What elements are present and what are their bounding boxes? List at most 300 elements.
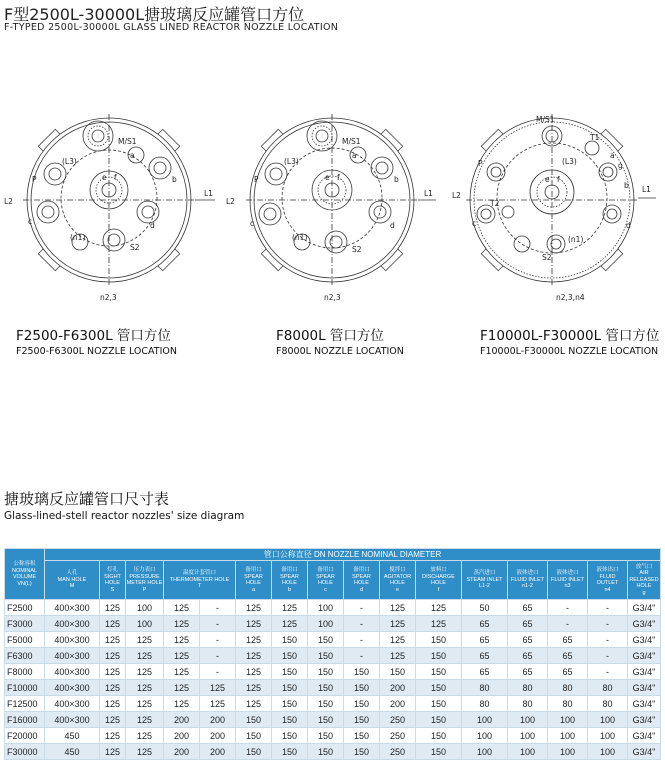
table-cell: 125 (164, 664, 200, 680)
table-cell: 125 (416, 616, 462, 632)
col-header (588, 561, 628, 600)
table-cell: 100 (588, 728, 628, 744)
nozzle-diagram-f10000 (442, 100, 662, 310)
label-l1: L1 (424, 189, 433, 198)
table-cell: 80 (588, 696, 628, 712)
label-f: f (114, 173, 117, 182)
label-n1: (n1) (568, 235, 584, 244)
table-cell: 150 (272, 680, 308, 696)
table-cell: F2500 (5, 600, 45, 616)
col-header-code: n3 (564, 583, 571, 590)
table-cell: 65 (548, 664, 588, 680)
label-t2: T2 (490, 199, 500, 208)
col-header-en: NOMINAL VOLUME (11, 567, 38, 580)
label-c: c (250, 219, 255, 228)
table-cell: 100 (548, 744, 588, 760)
col-header (236, 561, 272, 600)
label-n2: n2,3 (324, 293, 341, 302)
table-cell: 150 (416, 632, 462, 648)
col-header-cn: 人孔 (66, 570, 78, 577)
table-cell: 125 (100, 664, 126, 680)
col-header-cn: 液体出口 (596, 567, 619, 573)
col-header-cn: 液体进口 (556, 570, 579, 577)
table-cell: 150 (380, 664, 416, 680)
label-d: d (150, 221, 155, 230)
table-cell: 100 (588, 712, 628, 728)
table-cell: F3000 (5, 616, 45, 632)
table-cell: 125 (100, 632, 126, 648)
col-header-cn: 压力表口 (133, 567, 156, 573)
col-header (628, 561, 661, 600)
table-cell: F30000 (5, 744, 45, 760)
col-header-cn: 蒸汽进口 (473, 570, 496, 577)
table-cell: 150 (416, 728, 462, 744)
table-cell: 450 (45, 744, 100, 760)
table-cell: 65 (462, 632, 508, 648)
table-cell: 125 (100, 728, 126, 744)
col-header-cn: 搅拌口 (389, 567, 406, 573)
col-header-en: SPEAR HOLE (280, 573, 299, 586)
col-header-cn: 液体进口 (516, 570, 539, 577)
table-cell: 125 (126, 712, 164, 728)
col-header (100, 561, 126, 600)
table-cell: 100 (126, 600, 164, 616)
table-cell: - (200, 616, 236, 632)
table-cell: G3/4" (628, 744, 661, 760)
label-c: c (28, 217, 33, 226)
col-header-cn: 公称容积 (13, 561, 36, 567)
label-n1: (n1) (292, 233, 308, 242)
table-cell: 150 (416, 648, 462, 664)
table-cell: 80 (462, 680, 508, 696)
label-b: b (394, 175, 399, 184)
label-n2: n2,3,n4 (556, 293, 585, 302)
table-cell: 80 (548, 680, 588, 696)
table-cell: 400×300 (45, 680, 100, 696)
col-header-en: STEAM INLET (466, 576, 503, 583)
table-row (5, 648, 661, 664)
table-cell: 100 (548, 728, 588, 744)
label-l3: (L3) (284, 157, 299, 166)
table-cell: - (588, 600, 628, 616)
col-header-code: c (324, 586, 327, 593)
table-cell: 65 (462, 616, 508, 632)
table-cell: 250 (380, 728, 416, 744)
table-cell: 150 (416, 712, 462, 728)
table-cell: 400×300 (45, 712, 100, 728)
table-row (5, 632, 661, 648)
label-a: a (130, 151, 135, 160)
table-cell: - (200, 600, 236, 616)
table-cell: 125 (272, 600, 308, 616)
table-cell: 125 (164, 696, 200, 712)
label-s2: S2 (542, 253, 552, 262)
page-title: F型2500L-30000L搪玻璃反应罐管口方位 (4, 5, 305, 24)
col-header-code: n1-2 (521, 583, 533, 590)
label-s2: S2 (130, 243, 140, 252)
col-header-en: MAN HOLE (57, 576, 87, 583)
col-header-en: SIGHT HOLE (104, 573, 121, 586)
label-p: P (254, 175, 259, 184)
col-header-cn: 备用口 (317, 567, 334, 573)
table-cell: 65 (548, 632, 588, 648)
table-cell: 50 (462, 600, 508, 616)
table-cell: 100 (126, 616, 164, 632)
col-header-en: DISCHARGE HOLE (422, 573, 455, 586)
table-cell: 125 (126, 680, 164, 696)
label-a: a (352, 151, 357, 160)
col-header-en: THERMOMETER HOLE (169, 576, 230, 583)
col-header-code: d (359, 586, 364, 593)
table-cell: G3/4" (628, 632, 661, 648)
table-cell: 65 (508, 664, 548, 680)
table-cell: 125 (164, 632, 200, 648)
table-cell: 125 (380, 600, 416, 616)
table-cell: 125 (200, 696, 236, 712)
col-header-en: SPEAR HOLE (244, 573, 263, 586)
label-a: a (610, 151, 615, 160)
table-cell: - (200, 648, 236, 664)
table-cell: 125 (126, 744, 164, 760)
table-cell: 65 (508, 616, 548, 632)
table-cell: 125 (126, 696, 164, 712)
label-e: e (545, 175, 550, 184)
col-header-cn: 备用口 (281, 567, 298, 573)
section-subtitle: Glass-lined-stell reactor nozzles' size diagram (4, 510, 245, 522)
col-header-cn: 温度计套管口 (182, 570, 216, 577)
table-cell: 100 (462, 744, 508, 760)
col-header-volume (5, 549, 45, 600)
caption-f10000 (480, 324, 659, 357)
label-l3: (L3) (562, 157, 577, 166)
table-cell: - (344, 616, 380, 632)
col-header-code: g (642, 589, 646, 596)
col-header-cn: 放气口 (635, 563, 653, 570)
table-cell: 125 (236, 680, 272, 696)
label-n1: (n1) (70, 233, 86, 242)
table-cell: 450 (45, 728, 100, 744)
col-header (344, 561, 380, 600)
table-cell: 150 (272, 696, 308, 712)
table-cell: 80 (588, 680, 628, 696)
table-cell: 125 (100, 744, 126, 760)
table-cell: 125 (126, 728, 164, 744)
col-header-en: SPEAR HOLE (352, 573, 371, 586)
table-cell: 100 (548, 712, 588, 728)
table-cell: 125 (380, 616, 416, 632)
label-l2: L2 (452, 191, 461, 200)
col-header-en: FLUID INLET (550, 576, 584, 583)
table-row (5, 712, 661, 728)
col-header-code: T (197, 583, 202, 590)
table-cell: 150 (308, 744, 344, 760)
table-cell: 150 (344, 744, 380, 760)
caption-en: F2500-F6300L NOZZLE LOCATION (16, 346, 177, 357)
table-cell: 80 (508, 696, 548, 712)
table-cell: F8000 (5, 664, 45, 680)
caption-en: F10000L-F30000L NOZZLE LOCATION (480, 346, 659, 357)
label-l3: (L3) (62, 157, 77, 166)
col-header-code: L1-2 (478, 583, 490, 590)
col-header-code: S (110, 586, 115, 593)
table-cell: - (588, 632, 628, 648)
table-cell: 100 (308, 616, 344, 632)
table-row (5, 616, 661, 632)
table-cell: F12500 (5, 696, 45, 712)
table-cell: 150 (416, 696, 462, 712)
table-row (5, 696, 661, 712)
table-row (5, 728, 661, 744)
table-cell: F5000 (5, 632, 45, 648)
col-header-en: FLUID INLET (510, 576, 544, 583)
col-header (508, 561, 548, 600)
col-header (45, 561, 100, 600)
caption-cn: F8000L 管口方位 (276, 328, 384, 344)
table-cell: 100 (462, 712, 508, 728)
table-cell: 150 (272, 744, 308, 760)
table-cell: 80 (548, 696, 588, 712)
label-g: g (618, 161, 623, 170)
label-t1: T1 (590, 133, 600, 142)
group-header: 管口公称直径 DN NOZZLE NOMINAL DIAMETER (45, 549, 661, 561)
table-row (5, 680, 661, 696)
table-cell: 125 (236, 664, 272, 680)
table-cell: 125 (200, 680, 236, 696)
table-cell: - (588, 616, 628, 632)
label-p: P (478, 159, 483, 168)
table-cell: 65 (462, 664, 508, 680)
table-cell: 200 (380, 696, 416, 712)
table-cell: 250 (380, 744, 416, 760)
col-header-cn: 灯孔 (106, 567, 118, 573)
table-cell: F6300 (5, 648, 45, 664)
table-cell: 65 (508, 600, 548, 616)
table-cell: 125 (380, 648, 416, 664)
table-cell: 125 (164, 600, 200, 616)
table-cell: 150 (344, 664, 380, 680)
table-cell: 200 (200, 728, 236, 744)
col-header (308, 561, 344, 600)
table-cell: 400×300 (45, 616, 100, 632)
table-row (5, 600, 661, 616)
table-cell: 125 (100, 712, 126, 728)
col-header-en: SPEAR HOLE (316, 573, 335, 586)
table-cell: 125 (236, 632, 272, 648)
col-header-code: a (251, 586, 256, 593)
table-cell: 125 (126, 648, 164, 664)
table-cell: 125 (100, 696, 126, 712)
label-l1: L1 (204, 189, 213, 198)
col-header-code: b (287, 586, 292, 593)
table-cell: 100 (508, 744, 548, 760)
table-cell: 200 (200, 744, 236, 760)
col-header-en: AGITATOR HOLE (383, 573, 412, 586)
table-cell: 150 (308, 680, 344, 696)
table-cell: 150 (272, 728, 308, 744)
table-cell: 125 (164, 648, 200, 664)
caption-f8000 (276, 324, 404, 357)
col-header (462, 561, 508, 600)
col-header (164, 561, 236, 600)
table-cell: - (200, 664, 236, 680)
table-cell: 125 (100, 616, 126, 632)
label-d: d (390, 221, 395, 230)
table-cell: 150 (236, 744, 272, 760)
label-f: f (337, 173, 340, 182)
table-cell: 100 (508, 712, 548, 728)
col-header-code: M (69, 583, 75, 590)
col-header-code: n4 (604, 586, 611, 593)
table-cell: 65 (548, 648, 588, 664)
table-cell: - (588, 648, 628, 664)
table-cell: 125 (236, 648, 272, 664)
table-cell: 200 (164, 744, 200, 760)
col-header (416, 561, 462, 600)
table-cell: G3/4" (628, 696, 661, 712)
table-cell: G3/4" (628, 600, 661, 616)
table-cell: 150 (344, 712, 380, 728)
label-s2: S2 (352, 245, 362, 254)
table-cell: 125 (272, 616, 308, 632)
table-cell: 150 (272, 664, 308, 680)
label-ms: M/S1 (342, 137, 361, 146)
table-cell: F10000 (5, 680, 45, 696)
col-header-cn: 备用口 (245, 567, 262, 573)
col-header-en: PRESSURE METER HOLE (126, 573, 163, 586)
table-header (5, 549, 661, 600)
table-row (5, 744, 661, 760)
caption-cn: F2500-F6300L 管口方位 (16, 328, 171, 344)
table-cell: 150 (272, 632, 308, 648)
label-ms: M/S1 (536, 115, 555, 124)
table-cell: - (344, 632, 380, 648)
table-cell: G3/4" (628, 712, 661, 728)
table-cell: 125 (100, 648, 126, 664)
nozzle-diagram-f2500 (0, 100, 222, 310)
table-cell: 150 (236, 712, 272, 728)
table-cell: 80 (508, 680, 548, 696)
table-cell: 200 (164, 712, 200, 728)
table-cell: 125 (126, 632, 164, 648)
label-ms: M/S1 (118, 137, 137, 146)
table-cell: G3/4" (628, 728, 661, 744)
caption-cn: F10000L-F30000L 管口方位 (480, 328, 660, 344)
table-cell: F20000 (5, 728, 45, 744)
label-l1: L1 (642, 185, 651, 194)
table-cell: 125 (164, 616, 200, 632)
label-b: b (172, 175, 177, 184)
table-cell: 80 (462, 696, 508, 712)
table-cell: 100 (308, 600, 344, 616)
col-header-cn: 放料口 (430, 567, 447, 573)
label-e: e (325, 173, 330, 182)
table-cell: 125 (100, 600, 126, 616)
table-cell: 150 (308, 712, 344, 728)
label-e: e (102, 173, 107, 182)
col-header (548, 561, 588, 600)
table-cell: 125 (126, 664, 164, 680)
table-cell: 125 (380, 632, 416, 648)
label-l2: L2 (226, 197, 235, 206)
label-p: P (32, 175, 37, 184)
table-cell: 100 (508, 728, 548, 744)
table-cell: 200 (164, 728, 200, 744)
col-header-cn: 备用口 (353, 567, 370, 573)
table-cell: 125 (236, 600, 272, 616)
col-header-code: e (395, 586, 400, 593)
table-cell: - (344, 600, 380, 616)
table-cell: - (588, 664, 628, 680)
label-l2: L2 (4, 197, 13, 206)
table-cell: - (548, 616, 588, 632)
table-cell: 200 (380, 680, 416, 696)
table-cell: G3/4" (628, 648, 661, 664)
table-cell: 125 (100, 680, 126, 696)
table-cell: 65 (508, 648, 548, 664)
nozzle-size-table (4, 548, 661, 760)
table-cell: 400×300 (45, 664, 100, 680)
table-body (5, 600, 661, 760)
table-cell: - (344, 648, 380, 664)
table-cell: 150 (416, 744, 462, 760)
table-cell: 400×300 (45, 632, 100, 648)
col-header (126, 561, 164, 600)
label-c: c (472, 219, 477, 228)
col-header-en: AIR RELEASED HOLE (629, 570, 659, 590)
table-cell: 150 (272, 712, 308, 728)
col-header-code: f (437, 586, 440, 593)
col-header-code: P (142, 586, 147, 593)
table-cell: 400×300 (45, 600, 100, 616)
table-cell: 150 (236, 728, 272, 744)
nozzle-diagram-f8000 (222, 100, 442, 310)
table-cell: 100 (588, 744, 628, 760)
table-cell: 250 (380, 712, 416, 728)
table-cell: 125 (416, 600, 462, 616)
label-d: d (626, 221, 631, 230)
label-n2: n2,3 (100, 293, 117, 302)
table-cell: 200 (200, 712, 236, 728)
page-subtitle: F-TYPED 2500L-30000L GLASS LINED REACTOR NOZZLE LOCATION (4, 22, 339, 33)
table-cell: 150 (344, 696, 380, 712)
table-cell: 400×300 (45, 696, 100, 712)
table-cell: 150 (416, 664, 462, 680)
col-header-code: VN(L) (17, 580, 32, 587)
caption-f2500 (16, 324, 177, 357)
table-cell: G3/4" (628, 680, 661, 696)
label-f: f (557, 175, 560, 184)
table-cell: 150 (416, 680, 462, 696)
caption-en: F8000L NOZZLE LOCATION (276, 346, 404, 357)
col-header-en: FLUID OUTLET (596, 573, 619, 586)
table-cell: 125 (236, 696, 272, 712)
col-header (272, 561, 308, 600)
table-cell: G3/4" (628, 664, 661, 680)
table-cell: - (200, 632, 236, 648)
table-row (5, 664, 661, 680)
table-cell: 150 (308, 648, 344, 664)
section-title: 搪玻璃反应罐管口尺寸表 (4, 490, 170, 508)
table-cell: 150 (344, 680, 380, 696)
table-cell: 150 (308, 664, 344, 680)
table-cell: 125 (236, 616, 272, 632)
table-cell: 65 (462, 648, 508, 664)
table-cell: 150 (308, 728, 344, 744)
table-cell: - (548, 600, 588, 616)
table-cell: 150 (308, 632, 344, 648)
table-cell: F16000 (5, 712, 45, 728)
label-b: b (624, 181, 629, 190)
